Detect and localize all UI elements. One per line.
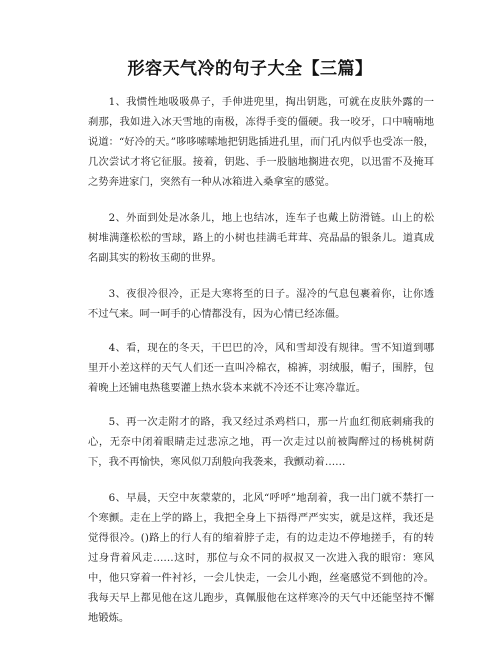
paragraph-2: 2、外面到处是冰条儿，地上也结冰，连车子也戴上防滑链。山上的松树堆满蓬松松的雪球，路上的小树也挂满毛茸茸、亮晶晶的银条儿。道真成名副其实的粉妆玉砌的世界。 xyxy=(88,212,434,264)
paragraph-1: 1、我惯性地吸吸鼻子，手伸进兜里，掏出钥匙，可就在皮肤外露的一刹那，我如进入冰天雪地的南极，冻得手变的僵硬。我一咬牙，口中喃喃地说道：“好冷的天。”哆哆嗦嗦地把钥匙插进孔里，而门孔内似乎也受冻一般，几次尝试才将它征服。接着，钥匙、手一股脑地搁进衣兜，以迅雷不及掩耳之势奔进家门，突然有一种从冰箱进入桑拿室的感觉。 xyxy=(88,96,434,188)
document-body xyxy=(88,92,434,645)
paragraph-4: 4、看，现在的冬天，干巴巴的冷，风和雪却没有规律。雪不知道到哪里开小差这样的天气人们还一直叫冷棉衣，棉裤，羽绒服，帽子，围脖，包着晚上还铺电热毯要灌上热水袋本来就不冷还不让寒冷靠近。 xyxy=(88,342,434,394)
paragraph-5: 5、再一次走附才的路，我又经过杀鸡档口，那一片血红彻底刺痛我的心，无奈中闭着眼睛走过悲凉之地，再一次走过以前被陶醉过的杨桃树荫下，我不再愉快，寒风似刀刮般向我袭来，我颤动着…… xyxy=(88,416,434,468)
paragraph-6: 6、早晨，天空中灰蒙蒙的，北风“呼呼”地刮着，我一出门就不禁打一个寒颤。走在上学的路上，我把全身上下捂得严严实实，就是这样，我还是觉得很冷。()路上的行人有的缩着脖子走，有的边走边不停地搓手，有的转过身背着风走……这时，那位与众不同的叔叔又一次进入我的眼帘：寒风中，他只穿着一件衬衫，一会儿快走，一会儿小跑，丝毫感觉不到他的冷。我每天早上都见他在这儿跑步，真佩服他在这样寒冷的天气中还能坚持不懈地锻炼。 xyxy=(88,492,434,624)
paragraph-3: 3、夜很冷很冷，正是大寒将至的日子。湿冷的气息包裹着你，让你透不过气来。呵一呵手的心情都没有，因为心情已经冻僵。 xyxy=(88,288,434,320)
document-title: 形容天气冷的句子大全【三篇】 xyxy=(127,59,373,79)
